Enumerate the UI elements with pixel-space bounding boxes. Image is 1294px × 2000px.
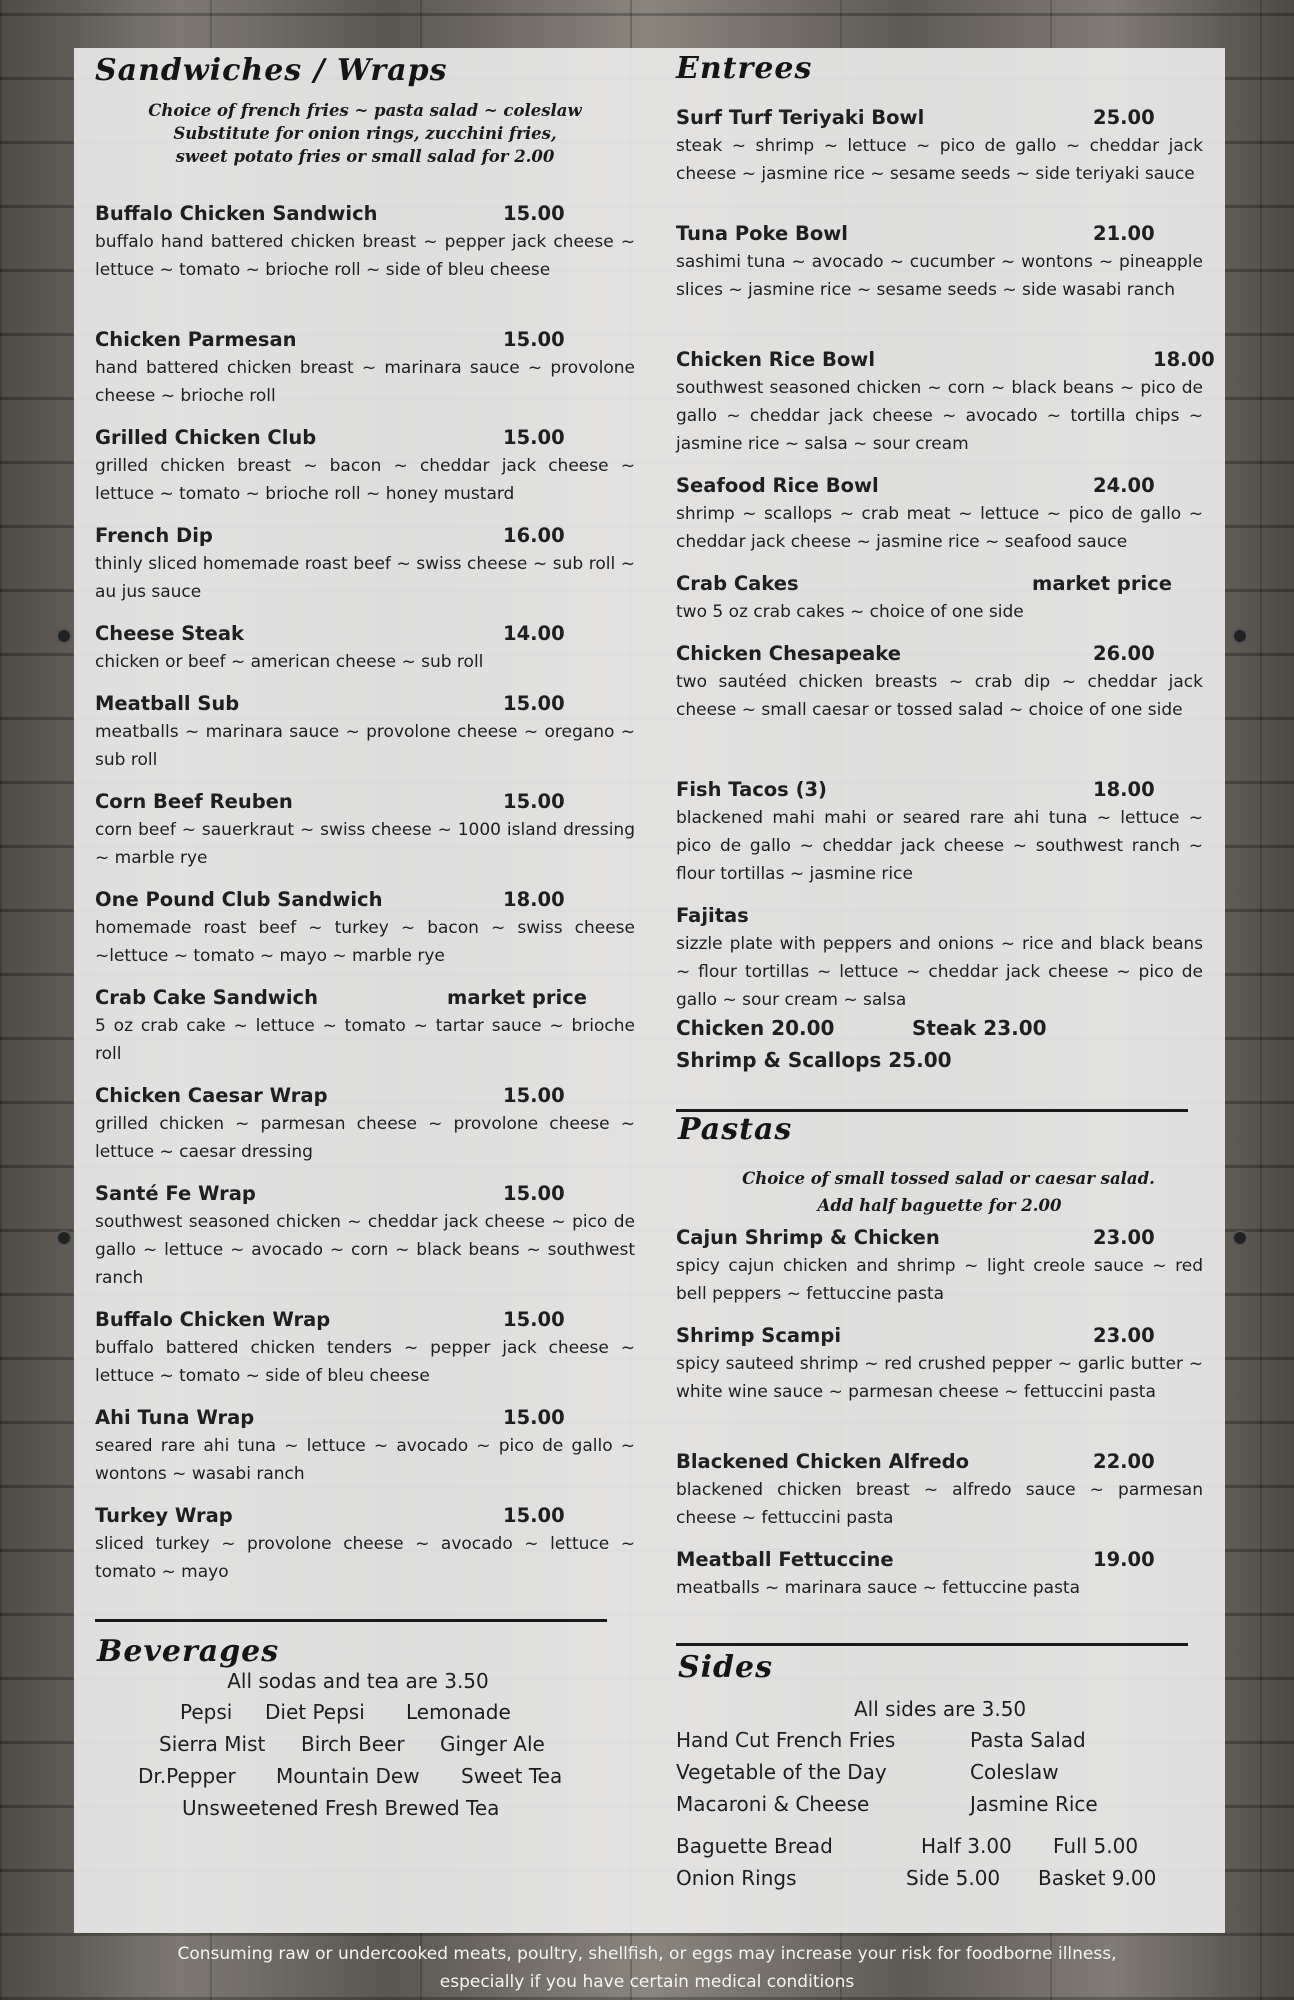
side-price: Half 3.00 (921, 1834, 1012, 1858)
beverage-item: Sierra Mist (159, 1732, 266, 1756)
item-description: homemade roast beef ~ turkey ~ bacon ~ swiss cheese ~lettuce ~ tomato ~ mayo ~ marble rye (95, 918, 635, 966)
disclaimer-line: especially if you have certain medical conditions (439, 1972, 855, 1992)
beverage-item: Diet Pepsi (265, 1700, 365, 1724)
item-description: buffalo battered chicken tenders ~ pepper jack cheese ~ lettuce ~ tomato ~ side of bleu cheese (95, 1338, 635, 1386)
sandwiches-note-line: Choice of french fries ~ pasta salad ~ coleslaw (148, 101, 582, 120)
side-price: Full 5.00 (1053, 1834, 1139, 1858)
item-price: 21.00 (1093, 222, 1155, 245)
side-item: Vegetable of the Day (676, 1760, 887, 1784)
item-description: spicy sauteed shrimp ~ red crushed pepper ~ garlic butter ~ white wine sauce ~ parmesan cheese ~ fettuccini pasta (676, 1354, 1203, 1402)
sandwiches-section (95, 54, 635, 169)
item-name: Seafood Rice Bowl (676, 474, 879, 497)
side-item: Onion Rings (676, 1866, 797, 1890)
item-price: market price (1032, 572, 1172, 595)
item-name: Meatball Fettuccine (676, 1548, 894, 1571)
beverage-row (95, 1760, 635, 1792)
sandwiches-note-line: sweet potato fries or small salad for 2.00 (175, 147, 555, 166)
side-price: Basket 9.00 (1038, 1866, 1157, 1890)
item-name: Cheese Steak (95, 622, 244, 645)
item-description: two sautéed chicken breasts ~ crab dip ~ cheddar jack cheese ~ small caesar or tossed salad ~ choice of one side (676, 672, 1203, 720)
nail-decoration (58, 630, 70, 642)
item-name: One Pound Club Sandwich (95, 888, 383, 911)
menu-item (95, 423, 635, 508)
item-price: 15.00 (503, 692, 565, 715)
menu-item (95, 787, 635, 872)
menu-item (95, 199, 635, 284)
side-item: Macaroni & Cheese (676, 1792, 870, 1816)
menu-item (95, 521, 635, 606)
item-price: 15.00 (503, 790, 565, 813)
item-price: 22.00 (1093, 1450, 1155, 1473)
sandwiches-note-line: Substitute for onion rings, zucchini fries, (173, 124, 557, 143)
item-price: 26.00 (1093, 642, 1155, 665)
item-name: Santé Fe Wrap (95, 1182, 256, 1205)
menu-item (95, 1305, 635, 1390)
item-price: 15.00 (503, 426, 565, 449)
item-price: 15.00 (503, 1406, 565, 1429)
item-price: 19.00 (1093, 1548, 1155, 1571)
item-name: Chicken Caesar Wrap (95, 1084, 328, 1107)
menu-item (676, 639, 1203, 724)
sides-heading: Sides (678, 1650, 774, 1685)
item-description: buffalo hand battered chicken breast ~ pepper jack cheese ~ lettuce ~ tomato ~ brioche roll ~ side of bleu cheese (95, 232, 635, 280)
item-price: 18.00 (1153, 348, 1215, 371)
menu-panel (74, 48, 1225, 1933)
menu-item (676, 219, 1203, 304)
menu-item (676, 103, 1203, 188)
beverage-item: Mountain Dew (276, 1764, 420, 1788)
menu-item (676, 569, 1203, 626)
beverages-heading: Beverages (97, 1634, 280, 1669)
section-divider (95, 1619, 607, 1622)
item-name: Cajun Shrimp & Chicken (676, 1226, 940, 1249)
beverage-item: Dr.Pepper (138, 1764, 236, 1788)
fajitas-chicken-price: Chicken 20.00 (676, 1016, 835, 1040)
item-description: blackened chicken breast ~ alfredo sauce ~ parmesan cheese ~ fettuccini pasta (676, 1480, 1203, 1528)
item-name: Buffalo Chicken Sandwich (95, 202, 378, 225)
item-description: seared rare ahi tuna ~ lettuce ~ avocado ~ pico de gallo ~ wontons ~ wasabi ranch (95, 1436, 635, 1484)
item-price: 23.00 (1093, 1324, 1155, 1347)
side-item: Baguette Bread (676, 1834, 833, 1858)
item-description: grilled chicken ~ parmesan cheese ~ provolone cheese ~ lettuce ~ caesar dressing (95, 1114, 635, 1162)
item-price: 15.00 (503, 1504, 565, 1527)
disclaimer-line: Consuming raw or undercooked meats, poultry, shellfish, or eggs may increase your risk for foodborne illness, (177, 1944, 1117, 1964)
pastas-note (676, 1166, 1203, 1218)
item-description: shrimp ~ scallops ~ crab meat ~ lettuce ~ pico de gallo ~ cheddar jack cheese ~ jasmine rice ~ seafood sauce (676, 504, 1203, 552)
item-description: meatballs ~ marinara sauce ~ fettuccine pasta (676, 1578, 1081, 1598)
sides-row (676, 1724, 1203, 1756)
item-description: grilled chicken breast ~ bacon ~ cheddar jack cheese ~ lettuce ~ tomato ~ brioche roll ~ honey mustard (95, 456, 635, 504)
item-name: Chicken Chesapeake (676, 642, 901, 665)
menu-item (95, 885, 635, 970)
item-price: 15.00 (503, 1182, 565, 1205)
item-description: thinly sliced homemade roast beef ~ swiss cheese ~ sub roll ~ au jus sauce (95, 554, 635, 602)
item-name: Meatball Sub (95, 692, 240, 715)
side-item: Pasta Salad (970, 1728, 1086, 1752)
pastas-note-line: Add half baguette for 2.00 (817, 1196, 1062, 1215)
sides-row (676, 1788, 1203, 1820)
fajitas-steak-price: Steak 23.00 (912, 1016, 1047, 1040)
menu-item (95, 689, 635, 774)
item-name: Chicken Parmesan (95, 328, 297, 351)
menu-item (676, 1545, 1203, 1602)
beverage-item: Lemonade (406, 1700, 511, 1724)
beverage-item: Unsweetened Fresh Brewed Tea (182, 1796, 500, 1820)
item-name: Grilled Chicken Club (95, 426, 317, 449)
menu-item (676, 1447, 1203, 1532)
item-description: two 5 oz crab cakes ~ choice of one side (676, 602, 1024, 622)
beverage-row (95, 1696, 635, 1728)
beverage-row (95, 1792, 635, 1824)
item-price: 16.00 (503, 524, 565, 547)
fajitas-item (676, 901, 1203, 1014)
item-description: spicy cajun chicken and shrimp ~ light creole sauce ~ red bell peppers ~ fettuccine pasta (676, 1256, 1203, 1304)
menu-item (95, 1403, 635, 1488)
item-name: Chicken Rice Bowl (676, 348, 876, 371)
item-name: Blackened Chicken Alfredo (676, 1450, 970, 1473)
side-item: Coleslaw (970, 1760, 1059, 1784)
item-name: Crab Cakes (676, 572, 799, 595)
food-safety-disclaimer (0, 1940, 1294, 1996)
item-name: Crab Cake Sandwich (95, 986, 318, 1009)
nail-decoration (1234, 630, 1246, 642)
item-description: southwest seasoned chicken ~ corn ~ black beans ~ pico de gallo ~ cheddar jack cheese ~ avocado ~ tortilla chips ~ jasmine rice ~ salsa ~ sour cream (676, 378, 1203, 454)
side-item: Hand Cut French Fries (676, 1728, 896, 1752)
beverage-row (95, 1728, 635, 1760)
nail-decoration (1234, 1232, 1246, 1244)
item-description: blackened mahi mahi or seared rare ahi tuna ~ lettuce ~ pico de gallo ~ cheddar jack cheese ~ southwest ranch ~ flour tortillas ~ jasmine rice (676, 808, 1203, 884)
beverage-item: Birch Beer (301, 1732, 405, 1756)
menu-item (95, 1179, 635, 1292)
beverage-item: Pepsi (180, 1700, 233, 1724)
item-price: market price (447, 986, 587, 1009)
menu-item (676, 345, 1215, 458)
sandwiches-heading: Sandwiches / Wraps (95, 53, 448, 88)
nail-decoration (58, 1232, 70, 1244)
menu-item (95, 325, 635, 410)
pastas-heading: Pastas (678, 1112, 793, 1147)
item-name: Fish Tacos (3) (676, 778, 827, 801)
pastas-note-line: Choice of small tossed salad or caesar salad. (742, 1169, 1155, 1188)
menu-item (676, 471, 1203, 556)
item-name: Ahi Tuna Wrap (95, 1406, 255, 1429)
item-description: sashimi tuna ~ avocado ~ cucumber ~ wontons ~ pineapple slices ~ jasmine rice ~ sesame seeds ~ side wasabi ranch (676, 252, 1203, 300)
item-name: French Dip (95, 524, 213, 547)
menu-item (676, 775, 1203, 888)
menu-item (95, 983, 635, 1068)
menu-item (95, 1081, 635, 1166)
item-description: corn beef ~ sauerkraut ~ swiss cheese ~ 1000 island dressing ~ marble rye (95, 820, 635, 868)
item-name: Buffalo Chicken Wrap (95, 1308, 331, 1331)
item-name: Fajitas (676, 904, 749, 927)
item-price: 15.00 (503, 1084, 565, 1107)
item-name: Corn Beef Reuben (95, 790, 293, 813)
sides-note: All sides are 3.50 (854, 1697, 1027, 1721)
onion-rings-row (676, 1862, 1203, 1894)
item-description: meatballs ~ marinara sauce ~ provolone cheese ~ oregano ~ sub roll (95, 722, 635, 770)
item-description: chicken or beef ~ american cheese ~ sub roll (95, 652, 484, 672)
section-divider (676, 1643, 1188, 1646)
item-description: southwest seasoned chicken ~ cheddar jack cheese ~ pico de gallo ~ lettuce ~ avocado ~ corn ~ black beans ~ southwest ranch (95, 1212, 635, 1288)
menu-item (95, 619, 635, 676)
menu-item (676, 1321, 1203, 1406)
item-price: 15.00 (503, 202, 565, 225)
item-name: Turkey Wrap (95, 1504, 233, 1527)
item-price: 15.00 (503, 1308, 565, 1331)
menu-item (676, 1223, 1203, 1308)
item-name: Surf Turf Teriyaki Bowl (676, 106, 925, 129)
item-description: hand battered chicken breast ~ marinara sauce ~ provolone cheese ~ brioche roll (95, 358, 635, 406)
sides-row (676, 1756, 1203, 1788)
side-price: Side 5.00 (906, 1866, 1001, 1890)
item-price: 18.00 (503, 888, 565, 911)
fajitas-shrimp-price: Shrimp & Scallops 25.00 (676, 1048, 952, 1072)
menu-item (95, 1501, 635, 1586)
item-price: 15.00 (503, 328, 565, 351)
item-description: steak ~ shrimp ~ lettuce ~ pico de gallo ~ cheddar jack cheese ~ jasmine rice ~ sesame seeds ~ side teriyaki sauce (676, 136, 1203, 184)
item-price: 24.00 (1093, 474, 1155, 497)
item-description: sizzle plate with peppers and onions ~ rice and black beans ~ flour tortillas ~ lettuce ~ cheddar jack cheese ~ pico de gallo ~ sour cream ~ salsa (676, 934, 1203, 1010)
entrees-heading: Entrees (676, 51, 813, 86)
fajitas-prices (676, 1012, 1203, 1044)
beverage-item: Sweet Tea (461, 1764, 563, 1788)
item-description: sliced turkey ~ provolone cheese ~ avocado ~ lettuce ~ tomato ~ mayo (95, 1534, 635, 1582)
beverage-item: Ginger Ale (440, 1732, 545, 1756)
item-price: 14.00 (503, 622, 565, 645)
item-price: 25.00 (1093, 106, 1155, 129)
item-description: 5 oz crab cake ~ lettuce ~ tomato ~ tartar sauce ~ brioche roll (95, 1016, 635, 1064)
baguette-row (676, 1830, 1203, 1862)
side-item: Jasmine Rice (970, 1792, 1098, 1816)
item-price: 23.00 (1093, 1226, 1155, 1249)
sandwiches-note (95, 98, 635, 169)
item-name: Shrimp Scampi (676, 1324, 842, 1347)
item-name: Tuna Poke Bowl (676, 222, 848, 245)
fajitas-seafood-price (676, 1044, 1203, 1076)
item-price: 18.00 (1093, 778, 1155, 801)
beverages-note: All sodas and tea are 3.50 (227, 1669, 489, 1693)
